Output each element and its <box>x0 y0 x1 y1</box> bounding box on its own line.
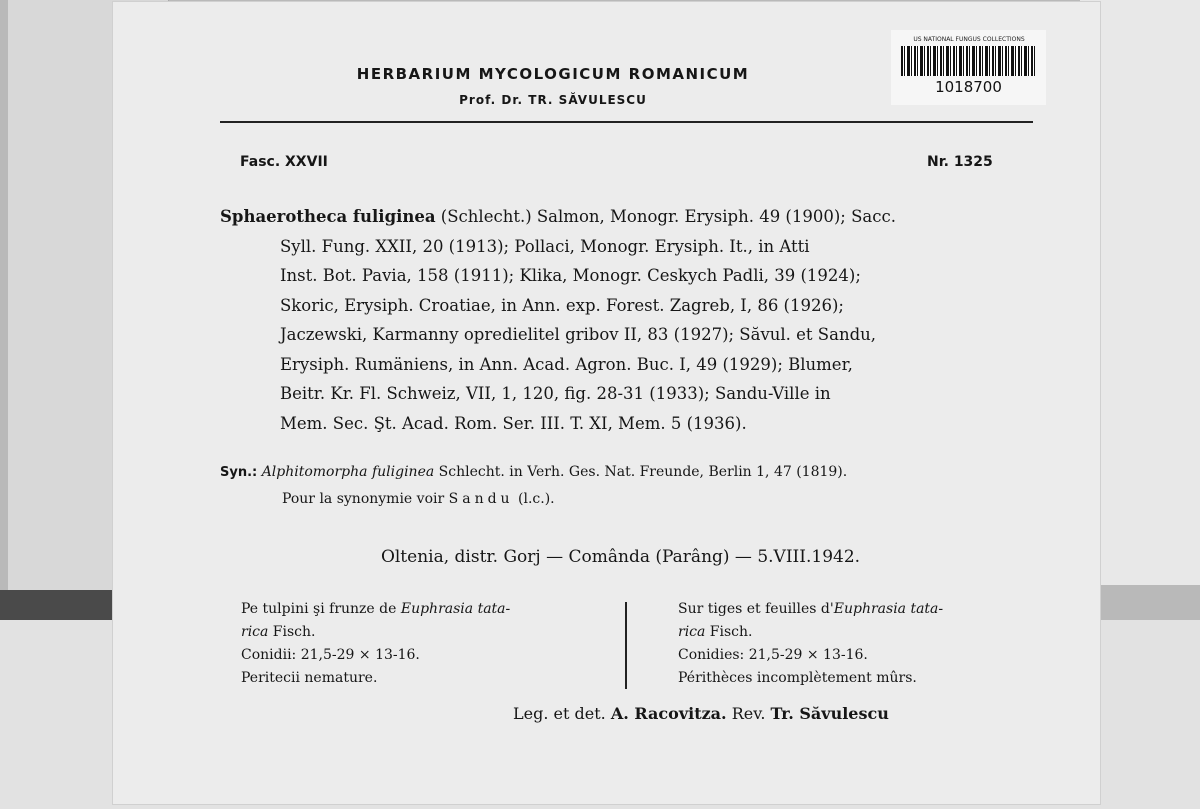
perithecia-note: Peritecii nemature. <box>241 670 378 686</box>
synonymy-line: Pour la synonymie voir Sandu (l.c.). <box>282 491 555 507</box>
locality: Oltenia, distr. Gorj — Comânda (Parâng) — 5.VIII.1942. <box>380 547 861 567</box>
bibliography-line: Erysiph. Rumäniens, in Ann. Acad. Agron. Buc. I, 49 (1929); Blumer, <box>280 354 853 374</box>
barcode-image <box>901 46 1035 76</box>
collector-name: A. Racovitza. <box>610 704 727 723</box>
column-divider <box>625 602 627 689</box>
synonym-name: Alphitomorpha fuliginea <box>261 464 435 480</box>
barcode-label <box>891 30 1046 105</box>
bibliography-line: Sphaerotheca fuliginea (Schlecht.) Salmon, Monogr. Erysiph. 49 (1900); Sacc. <box>220 207 896 226</box>
synonymy-line: Syn.: Alphitomorpha fuliginea Schlecht. in Verh. Ges. Nat. Freunde, Berlin 1, 47 (1819). <box>220 464 848 480</box>
bibliography-line: Mem. Sec. Şt. Acad. Rom. Ser. III. T. XI, Mem. 5 (1936). <box>280 413 747 433</box>
barcode-caption: US NATIONAL FUNGUS COLLECTIONS <box>913 36 1025 43</box>
specimen-number: Nr. 1325 <box>927 154 993 170</box>
bibliography-line: Skoric, Erysiph. Croatiae, in Ann. exp. Forest. Zagreb, I, 86 (1926); <box>280 295 844 315</box>
bibliography-line: Inst. Bot. Pavia, 158 (1911); Klika, Monogr. Ceskych Padli, 39 (1924); <box>280 266 861 285</box>
perithecia-note: Périthèces incomplètement mûrs. <box>678 670 917 686</box>
herbarium-label <box>113 2 1100 804</box>
species-name: Sphaerotheca fuliginea <box>220 207 436 226</box>
synonymy <box>220 459 1050 513</box>
author-name: Sandu <box>448 491 514 507</box>
conidia-measure: Conidies: 21,5-29 × 13-16. <box>678 647 868 663</box>
bibliography-line: Syll. Fung. XXII, 20 (1913); Pollaci, Monogr. Erysiph. It., in Atti <box>280 236 810 256</box>
header-title: HERBARIUM MYCOLOGICUM ROMANICUM <box>356 65 750 83</box>
conidia-measure: Conidii: 21,5-29 × 13-16. <box>241 647 420 663</box>
bibliography-line: Beitr. Kr. Fl. Schweiz, VII, 1, 120, fig. 28-31 (1933); Sandu-Ville in <box>280 384 831 403</box>
fascicle-number: Fasc. XXVII <box>240 154 328 170</box>
collector-line: Leg. et det. A. Racovitza. Rev. Tr. Săvulescu <box>513 704 889 723</box>
bibliography <box>220 202 1040 438</box>
french-notes: Sur tiges et feuilles d'Euphrasia tata- rica Fisch. Conidies: 21,5-29 × 13-16. Périthèces incomplètement mûrs. <box>678 598 1058 690</box>
bibliography-line: Jaczewski, Karmanny opredielitel gribov II, 83 (1927); Săvul. et Sandu, <box>280 325 877 344</box>
barcode-number: 1018700 <box>935 78 1002 96</box>
romanian-notes: Pe tulpini şi frunze de Euphrasia tata- rica Fisch. Conidii: 21,5-29 × 13-16. Peritecii nemature. <box>241 598 621 690</box>
reviewer-name: Tr. Săvulescu <box>770 704 889 723</box>
header-rule <box>220 121 1033 123</box>
synonymy-tag: Syn.: <box>220 465 258 480</box>
header-subtitle: Prof. Dr. TR. SĂVULESCU <box>459 93 647 107</box>
